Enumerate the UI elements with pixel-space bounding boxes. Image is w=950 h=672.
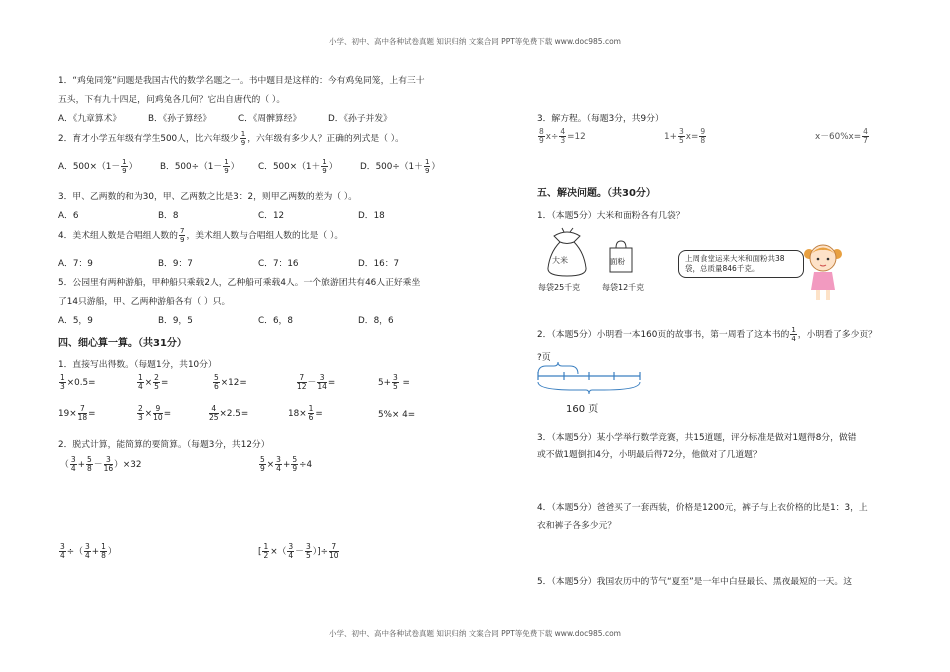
q2-option-b-num: 1 <box>224 158 229 166</box>
q1-line1: 1．“鸡兔同笼”问题是我国古代的数学名题之一。书中题目是这样的：今有鸡兔同笼，上有三十 <box>58 76 425 86</box>
calc-r2-c4-text: 18× <box>288 409 307 419</box>
calc-frac-den: 14 <box>317 382 327 391</box>
problem-2 <box>537 326 877 343</box>
calc-r2-c3-text: ×2.5= <box>219 409 249 419</box>
q2-option-d-den: 9 <box>424 167 430 175</box>
q4-option-b: B．9：7 <box>158 259 193 269</box>
calc-frac-num: 2 <box>138 404 143 413</box>
problem-4-line1: 4．（本题5分）爸爸买了一套西装，价格是1200元，裤子与上衣价格的比是1：3，上 <box>537 503 868 513</box>
section-5-title: 五、解决问题。（共30分） <box>537 188 656 199</box>
calc-r2-c1-text: 19× <box>58 409 77 419</box>
q2-option-b <box>160 158 239 175</box>
expr-frac-den: 10 <box>328 551 339 560</box>
segment-diagram <box>534 360 644 396</box>
problem-2-fraction <box>790 326 796 343</box>
calc-frac-den: 5 <box>392 382 398 391</box>
calc-r1-c5-frac <box>392 374 399 391</box>
q2-option-d-num: 1 <box>424 158 430 166</box>
expr-frac-num: 3 <box>276 455 281 464</box>
equation-2: 1+ $\frac{3}{5}$ x= $\frac{9}{8}$ <box>664 127 706 145</box>
expr-frac-den: 4 <box>60 551 65 560</box>
calc-frac-num: 3 <box>392 373 398 382</box>
q2-option-a-post: ） <box>128 162 138 172</box>
q2-option-b-frac <box>223 158 229 175</box>
q5-line2: 了14只游船，甲、乙两种游船各有（ ）只。 <box>58 297 231 307</box>
q1-option-b: B．《孙子算经》 <box>148 114 212 124</box>
q4-stem-pre: 4．美术组人数是合唱组人数的 <box>58 231 178 241</box>
calc-frac-num: 9 <box>153 405 163 414</box>
expr-frac-num: 5 <box>86 455 92 464</box>
expr-frac <box>329 543 339 560</box>
calc-frac-num: 7 <box>78 405 88 414</box>
problem-4-line2: 衣和裤子各多少元？ <box>537 521 617 531</box>
expr-frac-num: 3 <box>288 542 294 551</box>
rice-sack-icon <box>540 226 594 278</box>
problem-3-line1: 3．（本题5分）某小学举行数学竞赛，共15道题，评分标准是做对1题得8分，做错 <box>537 433 857 443</box>
q2-fraction <box>240 130 246 147</box>
q5-line1: 5．公园里有两种游船，甲种船只乘载2人，乙种船可乘载4人。一个旅游团共有46人正好乘坐 <box>58 278 421 288</box>
rice-weight: 每袋25千克 <box>538 283 581 292</box>
calc-r2-c5: 5%× 4= <box>378 410 416 420</box>
expr-frac-den: 4 <box>70 464 76 473</box>
eq-frac-den: 3 <box>560 136 566 145</box>
calc-r1-c4-frac-b <box>317 374 327 391</box>
calc-r1-c2-frac-a <box>137 374 144 391</box>
expr-frac-num: 7 <box>329 543 339 552</box>
calc-r2-c1: 19× $\frac{7}{18}$ = <box>58 404 96 422</box>
q2-option-c-pre: C．500×（1＋ <box>258 162 321 172</box>
q3-stem: 3．甲、乙两数的和为30，甲、乙两数之比是3：2，则甲乙两数的差为（ ）。 <box>58 192 358 202</box>
calc-r1-c4-op: － <box>307 378 317 388</box>
calc-r1-c1-text: ×0.5= <box>66 378 96 388</box>
calc-frac-num: 5 <box>214 373 219 382</box>
calc-frac-num: 2 <box>154 373 159 382</box>
expr-frac-den: 4 <box>288 551 294 560</box>
calc-frac-den: 3 <box>138 413 143 422</box>
q1-option-d: D．《孙子并发》 <box>328 114 392 124</box>
expr-4: [ $\frac{1}{2}$ ×（ $\frac{3}{4}$ － $\frac{3}{5}$ ）]÷ $\frac{7}{10}$ <box>258 542 339 560</box>
expr-frac-den: 8 <box>86 464 92 473</box>
calc-frac-den: 4 <box>138 382 143 391</box>
expr-frac <box>59 543 66 560</box>
q2-option-c-frac <box>321 158 327 175</box>
calc-r2-c2-op: × <box>144 409 153 419</box>
expr-frac-den: 4 <box>276 464 281 473</box>
expr-frac-num: 3 <box>104 456 114 465</box>
expr-frac <box>287 543 294 560</box>
eq-frac <box>538 128 545 145</box>
q5-option-a: A．5，9 <box>58 316 93 326</box>
q2-option-c-post: ） <box>328 162 338 172</box>
calc-frac-den: 5 <box>154 382 159 391</box>
q2-option-a-num: 1 <box>122 158 127 166</box>
problem-3-line2: 或不做1题倒扣4分，小明最后得72分，他做对了几道题？ <box>537 450 762 460</box>
expr-frac-num: 1 <box>101 542 106 551</box>
problem-5-line1: 5．（本题5分）我国农历中的节气“夏至”是一年中白昼最长、黑夜最短的一天。这 <box>537 577 853 587</box>
expr-frac <box>70 456 77 473</box>
calc-r1-c1-frac <box>59 374 66 391</box>
calc-r2-c2-frac-b <box>153 405 163 422</box>
q2-option-d <box>360 158 440 175</box>
calc-r1-c2: $\frac{1}{4}$ × $\frac{2}{5}$ = <box>138 373 169 391</box>
flour-weight: 每袋12千克 <box>602 283 645 292</box>
q4-frac-den: 9 <box>179 236 185 244</box>
diagram-total-label: 160 页 <box>566 404 599 415</box>
calc-frac-num: 7 <box>297 374 307 383</box>
q1-line2: 五头，下有九十四足，问鸡兔各几何？它出自唐代的（ ）。 <box>58 95 286 105</box>
q4-option-d: D．16：7 <box>358 259 400 269</box>
expr-frac-den: 9 <box>292 464 298 473</box>
expr-frac-den: 8 <box>101 551 106 560</box>
expr-frac-num: 5 <box>292 455 298 464</box>
expr-frac <box>291 456 298 473</box>
q1-option-a: A．《九章算术》 <box>58 114 122 124</box>
q4-fraction <box>179 227 185 244</box>
q2-option-a-den: 9 <box>122 167 127 175</box>
eq-frac <box>862 128 869 145</box>
eq-frac <box>678 128 685 145</box>
q2-option-a-pre: A．500×（1－ <box>58 162 121 172</box>
calc-frac-num: 1 <box>60 373 65 382</box>
flour-label: 面粉 <box>610 257 625 266</box>
eq-frac-num: 9 <box>700 127 706 136</box>
expr-frac <box>84 543 91 560</box>
q2-stem-pre: 2．育才小学五年级有学生500人，比六年级少 <box>58 134 239 144</box>
calc-r1-c2-frac-b <box>153 374 160 391</box>
q2-stem <box>58 130 404 147</box>
calc-r2-c3 <box>208 405 248 422</box>
calc-r2-c2: $\frac{2}{3}$ × $\frac{9}{10}$ = <box>138 404 172 422</box>
q2-option-d-pre: D．500÷（1＋ <box>360 162 423 172</box>
calc-r1-c1 <box>58 374 96 391</box>
q2-option-c <box>258 158 338 175</box>
problem-2-post: ，小明看了多少页？ <box>797 330 877 340</box>
expr-frac <box>305 543 312 560</box>
equation-3: x－60%x= $\frac{4}{7}$ <box>815 127 868 145</box>
expr-frac <box>86 456 93 473</box>
eq-frac-den: 9 <box>539 136 544 145</box>
calc-r1-c4-frac-a <box>297 374 307 391</box>
q2-stem-post: ，六年级有多少人？正确的列式是（ ）。 <box>247 134 404 144</box>
expr-frac-num: 3 <box>305 542 311 551</box>
expr-frac-num: 5 <box>260 455 265 464</box>
rice-label: 大米 <box>552 256 568 265</box>
eq-frac <box>699 128 706 145</box>
q2-option-b-pre: B．500÷（1－ <box>160 162 223 172</box>
eq-frac-num: 4 <box>863 127 868 136</box>
q4-stem <box>58 227 343 244</box>
expr-frac-den: 4 <box>84 551 90 560</box>
q3-option-d: D．18 <box>358 211 385 221</box>
expr-frac-num: 1 <box>263 542 269 551</box>
q2-option-a <box>58 158 137 175</box>
q2-option-a-frac <box>121 158 127 175</box>
eq-frac-num: 4 <box>560 127 566 136</box>
problem-1: 1．（本题5分）大米和面粉各有几袋？ <box>537 211 685 221</box>
calc-frac-num: 4 <box>209 405 219 414</box>
section-4-sub1: 1．直接写出得数。（每题1分，共10分） <box>58 360 217 370</box>
calc-r1-c3-text: ×12= <box>220 378 247 388</box>
q2-option-b-post: ） <box>230 162 240 172</box>
section-4-sub3: 3．解方程。（每题3分，共9分） <box>537 114 664 124</box>
q2-option-c-den: 9 <box>322 167 327 175</box>
q2-frac-den: 9 <box>240 139 246 147</box>
expr-frac <box>100 543 107 560</box>
q5-option-c: C．6，8 <box>258 316 293 326</box>
eq-frac-num: 3 <box>678 127 684 136</box>
q3-option-a: A．6 <box>58 211 79 221</box>
calc-frac-num: 1 <box>138 373 143 382</box>
q4-stem-post: ，美术组人数与合唱组人数的比是（ ）。 <box>186 231 344 241</box>
q4-option-a: A．7：9 <box>58 259 93 269</box>
calc-r1-c3-frac <box>213 374 220 391</box>
eq-frac-den: 5 <box>678 136 684 145</box>
q3-option-b: B．8 <box>158 211 179 221</box>
calc-frac-den: 25 <box>209 413 219 422</box>
calc-r2-c1-frac <box>78 405 88 422</box>
expr-frac <box>275 456 282 473</box>
expr-frac-den: 2 <box>263 551 269 560</box>
section-4-sub2: 2．脱式计算，能简算的要简算。（每题3分，共12分） <box>58 440 270 450</box>
eq-frac <box>559 128 566 145</box>
eq-frac-num: 8 <box>539 127 544 136</box>
calc-frac-den: 6 <box>214 382 219 391</box>
q4-option-c: C．7：16 <box>258 259 299 269</box>
expr-frac-num: 3 <box>60 542 65 551</box>
eq-frac-den: 8 <box>700 136 706 145</box>
calc-frac-den: 3 <box>60 382 65 391</box>
problem-2-frac-num: 1 <box>791 326 796 334</box>
expr-frac-den: 5 <box>305 551 311 560</box>
expr-frac <box>259 456 266 473</box>
expr-frac-num: 3 <box>70 455 76 464</box>
expr-3: $\frac{3}{4}$ ÷（ $\frac{3}{4}$ + $\frac{1}{8}$ ） <box>60 542 117 560</box>
diagram-unknown-label: ?页 <box>537 353 551 363</box>
calc-frac-num: 3 <box>317 374 327 383</box>
calc-r2-c4: 18× $\frac{1}{6}$ = <box>288 404 323 422</box>
expr-frac <box>262 543 269 560</box>
girl-illustration-icon <box>800 240 846 302</box>
calc-frac-den: 6 <box>308 413 314 422</box>
q5-option-d: D．8，6 <box>358 316 394 326</box>
page-header: 小学、初中、高中各种试卷真题 知识归纳 文案合同 PPT等免费下载 www.doc985.com <box>329 37 621 46</box>
q2-option-d-frac <box>424 158 430 175</box>
section-4-title: 四、细心算一算。（共31分） <box>58 338 187 349</box>
q4-frac-num: 7 <box>179 227 185 235</box>
calc-frac-den: 12 <box>297 382 307 391</box>
expr-frac <box>104 456 114 473</box>
speech-bubble: 上周食堂运来大米和面粉共38袋，总质量846千克。 <box>678 250 804 278</box>
calc-r1-c3 <box>212 374 247 391</box>
calc-r2-c3-frac <box>209 405 219 422</box>
q2-frac-num: 1 <box>240 130 246 138</box>
calc-r1-c5-text: 5+ <box>378 378 391 388</box>
q5-option-b: B．9，5 <box>158 316 193 326</box>
calc-r1-c2-op: × <box>144 378 153 388</box>
eq-frac-den: 7 <box>863 136 868 145</box>
calc-r1-c5: 5+ $\frac{3}{5}$ = <box>378 373 410 391</box>
q1-option-c: C．《周髀算经》 <box>238 114 302 124</box>
expr-frac-den: 16 <box>103 464 114 473</box>
problem-2-frac-den: 4 <box>791 335 796 343</box>
q2-option-d-post: ） <box>431 162 441 172</box>
page-footer: 小学、初中、高中各种试卷真题 知识归纳 文案合同 PPT等免费下载 www.doc985.com <box>329 629 621 638</box>
calc-r2-c4-frac <box>308 405 315 422</box>
calc-frac-den: 18 <box>77 413 88 422</box>
calc-frac-den: 10 <box>153 413 163 422</box>
calc-r1-c4: $\frac{7}{12}$ － $\frac{3}{14}$ = <box>297 373 336 391</box>
calc-frac-num: 1 <box>308 404 314 413</box>
expr-1: （ $\frac{3}{4}$ + $\frac{5}{8}$ － $\frac{3}{16}$ ）×32 <box>60 455 142 473</box>
q3-option-c: C．12 <box>258 211 285 221</box>
q2-option-c-num: 1 <box>322 158 327 166</box>
expr-frac-den: 9 <box>260 464 265 473</box>
problem-2-pre: 2．（本题5分）小明看一本160页的故事书，第一周看了这本书的 <box>537 330 790 340</box>
expr-frac-num: 3 <box>84 542 90 551</box>
calc-r2-c2-frac-a <box>137 405 144 422</box>
equation-1: $\frac{8}{9}$ x÷ $\frac{4}{3}$ =12 <box>539 127 586 145</box>
q2-option-b-den: 9 <box>224 167 229 175</box>
expr-2: $\frac{5}{9}$ × $\frac{3}{4}$ + $\frac{5}{9}$ ÷4 <box>260 455 313 473</box>
